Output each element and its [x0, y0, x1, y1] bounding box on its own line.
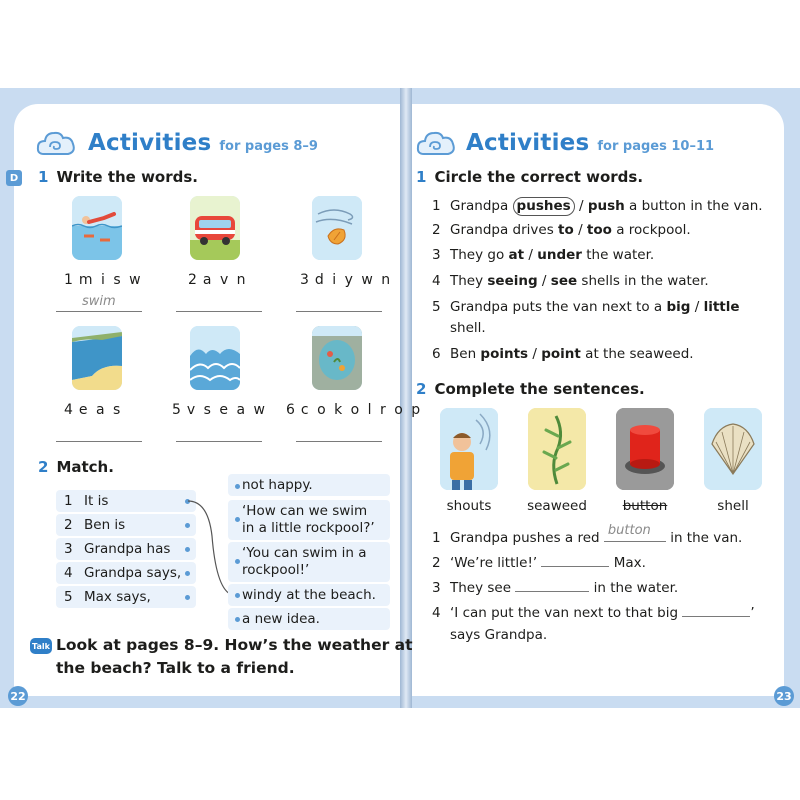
complete-sentence-4-cont: says Grandpa. — [450, 627, 548, 643]
match-left-2[interactable]: 2 Ben is — [56, 514, 196, 536]
left-activities-title: Activities — [88, 130, 212, 156]
rockpool-picture — [312, 326, 362, 390]
talk-icon: Talk — [30, 638, 52, 654]
talk-prompt: Look at pages 8–9. How’s the weather at the beach? Talk to a friend. — [56, 636, 413, 677]
match-left-3[interactable]: 3 Grandpa has — [56, 538, 196, 560]
scramble-5: 5 v s e a w — [172, 402, 267, 418]
left-q1-heading: 1 Write the words. — [38, 168, 198, 186]
option-too[interactable]: too — [586, 222, 612, 238]
circle-item-1: 1 Grandpa pushes / push a button in the van. — [432, 198, 763, 214]
seaweed-picture — [528, 408, 586, 490]
scramble-2: 2 a v n — [188, 272, 248, 288]
sea-waves-picture — [190, 326, 240, 390]
answer-line-6[interactable] — [296, 441, 382, 442]
blank-2[interactable] — [541, 553, 609, 567]
complete-sentence-3: 3 They see in the water. — [432, 580, 679, 596]
answer-line-5[interactable] — [176, 441, 262, 442]
complete-sentence-2: 2 ‘We’re little!’ Max. — [432, 555, 646, 571]
blank-4[interactable] — [682, 603, 750, 617]
complete-sentence-1: 1 Grandpa pushes a red button in the van. — [432, 523, 743, 546]
left-activities-subtitle: for pages 8–9 — [219, 139, 318, 154]
caption-shell: shell — [717, 498, 749, 514]
match-right-4[interactable]: windy at the beach. — [228, 584, 390, 606]
option-see[interactable]: see — [550, 273, 578, 289]
answer-line-1[interactable] — [56, 311, 142, 312]
scramble-3: 3 d i y w n — [300, 272, 393, 288]
right-activities-subtitle: for pages 10–11 — [597, 139, 715, 154]
option-little[interactable]: little — [703, 299, 740, 315]
option-to[interactable]: to — [558, 222, 574, 238]
match-dot-right-5[interactable] — [235, 617, 240, 622]
right-q1-heading: 1 Circle the correct words. — [416, 168, 644, 186]
match-left-1[interactable]: 1 It is — [56, 490, 196, 512]
match-left-5[interactable]: 5 Max says, — [56, 586, 196, 608]
book-gutter — [400, 88, 412, 708]
blank-1[interactable]: button — [604, 528, 666, 542]
scramble-4: 4 e a s — [64, 402, 123, 418]
circle-item-3: 3 They go at / under the water. — [432, 247, 655, 263]
complete-sentence-4: 4 ‘I can put the van next to that big ’ — [432, 605, 755, 621]
button-picture — [616, 408, 674, 490]
match-right-3[interactable]: ‘You can swim in a rockpool!’ — [228, 542, 390, 582]
circle-item-5-cont: shell. — [450, 320, 486, 336]
sea-picture — [72, 326, 122, 390]
shouts-picture — [440, 408, 498, 490]
option-push[interactable]: push — [587, 198, 625, 214]
answer-line-4[interactable] — [56, 441, 142, 442]
circled-answer[interactable]: pushes — [513, 197, 575, 216]
scramble-1: 1 m i s w — [64, 272, 143, 288]
answer-line-3[interactable] — [296, 311, 382, 312]
option-seeing[interactable]: seeing — [487, 273, 538, 289]
answer-line-2[interactable] — [176, 311, 262, 312]
option-point[interactable]: point — [541, 346, 581, 362]
swim-picture — [72, 196, 122, 260]
right-q2-heading: 2 Complete the sentences. — [416, 380, 645, 398]
match-dot-right-1[interactable] — [235, 484, 240, 489]
option-under[interactable]: under — [537, 247, 582, 263]
circle-item-2: 2 Grandpa drives to / too a rockpool. — [432, 222, 691, 238]
blank-3[interactable] — [515, 578, 589, 592]
option-big[interactable]: big — [666, 299, 691, 315]
right-activities-title: Activities — [466, 130, 590, 156]
match-left-4[interactable]: 4 Grandpa says, — [56, 562, 196, 584]
match-dot-right-3[interactable] — [235, 559, 240, 564]
scramble-6: 6 c o k o l r o p — [286, 402, 423, 418]
cloud-swirl-icon-right — [416, 128, 456, 158]
van-picture — [190, 196, 240, 260]
answer-1: swim — [82, 294, 116, 309]
match-right-5[interactable]: a new idea. — [228, 608, 390, 630]
left-page-number: 22 — [8, 686, 28, 706]
match-dot-right-2[interactable] — [235, 517, 240, 522]
windy-picture — [312, 196, 362, 260]
cloud-swirl-icon — [36, 128, 76, 158]
circle-item-6: 6 Ben points / point at the seaweed. — [432, 346, 694, 362]
circle-item-4: 4 They seeing / see shells in the water. — [432, 273, 709, 289]
caption-button: button — [622, 498, 668, 514]
match-right-2[interactable]: ‘How can we swim in a little rockpool?’ — [228, 500, 390, 540]
shell-picture — [704, 408, 762, 490]
side-tab: D — [6, 170, 22, 186]
caption-seaweed: seaweed — [527, 498, 587, 514]
circle-item-5: 5 Grandpa puts the van next to a big / little — [432, 299, 740, 315]
left-q2-heading: 2 Match. — [38, 458, 114, 476]
match-dot-right-4[interactable] — [235, 593, 240, 598]
right-page-number: 23 — [774, 686, 794, 706]
option-at[interactable]: at — [508, 247, 525, 263]
option-points[interactable]: points — [480, 346, 529, 362]
caption-shouts: shouts — [446, 498, 492, 514]
match-right-1[interactable]: not happy. — [228, 474, 390, 496]
